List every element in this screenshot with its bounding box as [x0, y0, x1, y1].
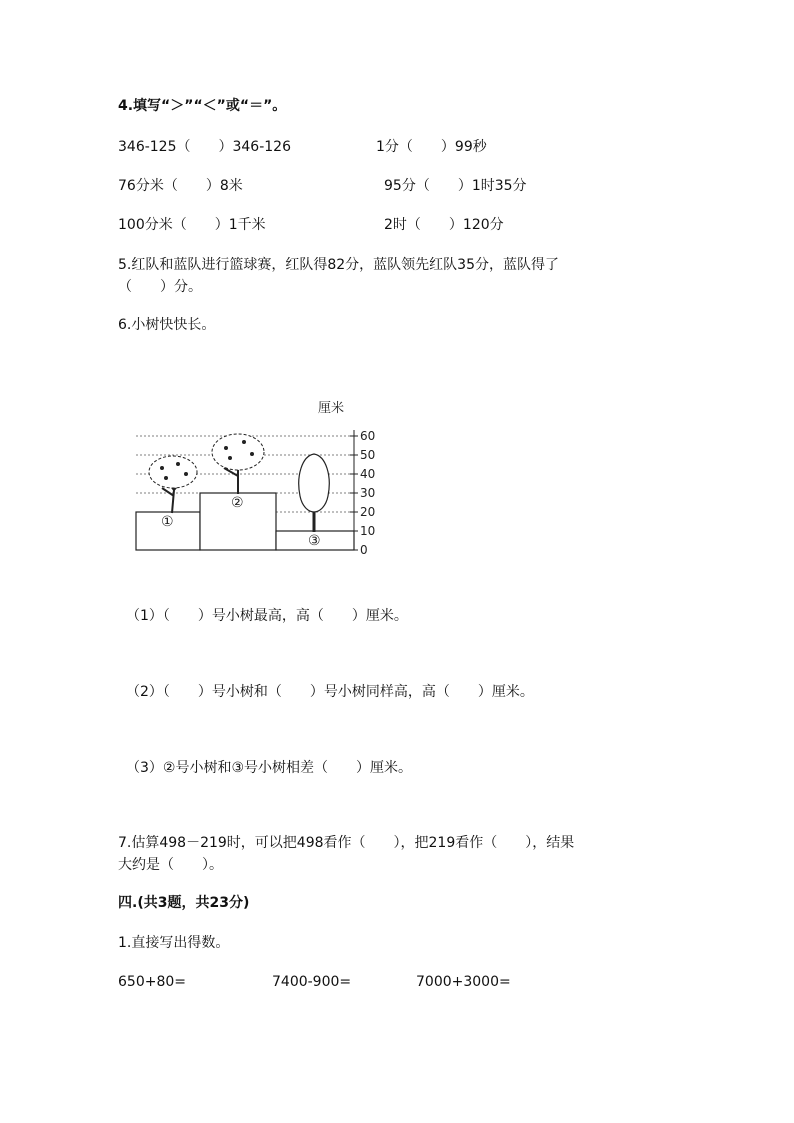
- q4-item-6: 2时（ ）120分: [384, 217, 504, 233]
- q4-title: 4.填写“＞”“＜”或“＝”。: [118, 98, 287, 114]
- tree-2-icon: [212, 434, 264, 494]
- q6-title: 6.小树快快长。: [118, 317, 216, 333]
- axis-tick-label: 20: [360, 505, 376, 519]
- q6-sub-1: （1）（ ）号小树最高，高（ ）厘米。: [126, 608, 408, 624]
- axis-tick-label: 50: [360, 448, 376, 462]
- q5-line-2: （ ）分。: [118, 279, 202, 295]
- q6-sub-2: （2）（ ）号小树和（ ）号小树同样高，高（ ）厘米。: [126, 684, 534, 700]
- axis-tick-label: 40: [360, 467, 376, 481]
- q4-item-1: 346-125（ ）346-126: [118, 139, 291, 155]
- axis-tick-label: 10: [360, 524, 376, 538]
- axis-tick-label: 0: [360, 543, 368, 557]
- section-4-title: 四.(共3题，共23分): [118, 895, 250, 911]
- calc-item-3: 7000+3000=: [416, 974, 511, 990]
- tree-height-svg: [118, 392, 380, 560]
- q4-item-5: 100分米（ ）1千米: [118, 217, 266, 233]
- q4-item-2: 1分（ ）99秒: [376, 139, 487, 155]
- axis-tick-label: 30: [360, 486, 376, 500]
- section-4-q1-title: 1.直接写出得数。: [118, 935, 230, 951]
- q5-line-1: 5.红队和蓝队进行篮球赛，红队得82分，蓝队领先红队35分，蓝队得了: [118, 257, 559, 273]
- q7-line-1: 7.估算498－219时，可以把498看作（ ），把219看作（ ），结果: [118, 835, 575, 851]
- tree-3-icon: [299, 454, 329, 532]
- calc-item-1: 650+80=: [118, 974, 186, 990]
- q6-sub-3: （3）②号小树和③号小树相差（ ）厘米。: [126, 760, 413, 776]
- q7-line-2: 大约是（ ）。: [118, 857, 223, 873]
- tree-1-label: ①: [161, 514, 174, 530]
- q4-item-3: 76分米（ ）8米: [118, 178, 243, 194]
- calc-item-2: 7400-900=: [272, 974, 352, 990]
- tree-2-label: ②: [231, 495, 244, 511]
- tree-height-diagram: [118, 392, 380, 560]
- q4-item-4: 95分（ ）1时35分: [384, 178, 527, 194]
- unit-label: 厘米: [318, 401, 345, 416]
- tree-1-icon: [149, 456, 197, 513]
- axis-tick-label: 60: [360, 429, 376, 443]
- tree-3-label: ③: [308, 533, 321, 549]
